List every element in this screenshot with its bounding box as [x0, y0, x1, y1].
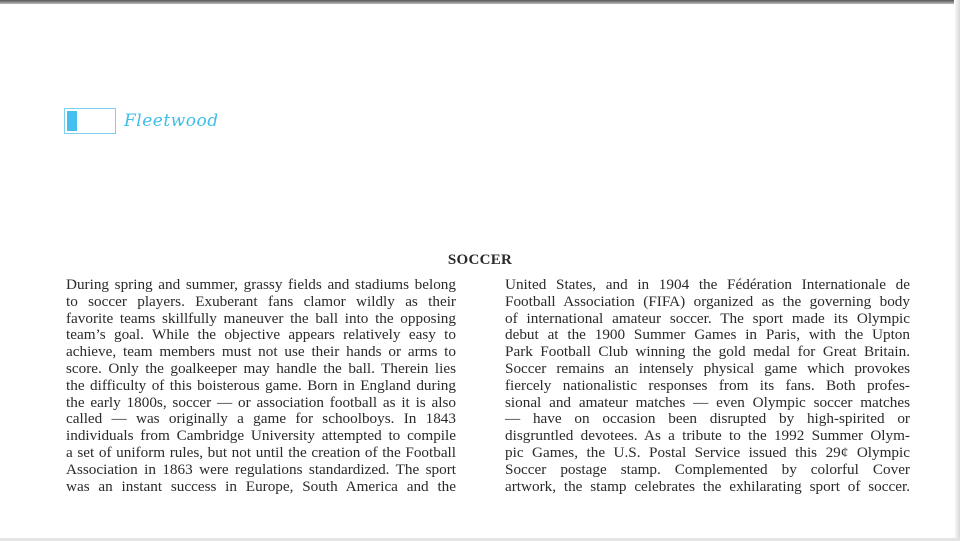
logo-wordmark: Fleetwood — [124, 111, 219, 131]
text-line: called — was originally a game for schoolboys. In 1843 — [66, 410, 456, 428]
page-title: SOCCER — [447, 252, 513, 268]
text-line: — have on occasion been disrupted by high-spirited or — [505, 410, 910, 428]
fleetwood-logo — [64, 108, 219, 134]
text-line: pic Games, the U.S. Postal Service issued this 29¢ Olympic — [505, 443, 910, 461]
text-line: of international amateur soccer. The sport made its Olympic — [505, 309, 910, 327]
text-line: artwork, the stamp celebrates the exhilarating sport of soccer. — [505, 477, 910, 495]
text-line: disgruntled devotees. As a tribute to the 1992 Summer Olym- — [505, 427, 910, 445]
right-column-text — [505, 277, 910, 495]
text-line: During spring and summer, grassy fields and stadiums belong — [66, 276, 456, 293]
left-column-text — [66, 277, 456, 495]
text-line: Association in 1863 were regulations standardized. The sport — [66, 460, 456, 478]
text-line: Football Association (FIFA) organized as the governing body — [505, 292, 910, 310]
text-line: the difficulty of this boisterous game. Born in England during — [66, 376, 456, 394]
logo-box-icon — [64, 108, 116, 134]
text-line: Soccer remains an intensely physical game which provokes — [505, 359, 910, 377]
text-line: score. Only the goalkeeper may handle the ball. Therein lies — [66, 359, 456, 377]
text-line: United States, and in 1904 the Fédération Internationale de — [505, 276, 910, 293]
text-line: to soccer players. Exuberant fans clamor wildly as their — [66, 292, 456, 310]
text-line: a set of uniform rules, but not until the creation of the Football — [66, 443, 456, 461]
text-line: Park Football Club winning the gold medal for Great Britain. — [505, 343, 910, 361]
scan-right-edge — [954, 0, 960, 541]
text-line: the early 1800s, soccer — or association football as it is also — [66, 393, 456, 411]
text-line: achieve, team members must not use their hands or arms to — [66, 343, 456, 361]
scan-top-edge — [0, 0, 960, 4]
text-line: favorite teams skillfully maneuver the ball into the opposing — [66, 309, 456, 327]
text-line: debut at the 1900 Summer Games in Paris, with the Upton — [505, 326, 910, 344]
text-line: sional and amateur matches — even Olympic soccer matches — [505, 393, 910, 411]
text-line: fiercely nationalistic responses from its fans. Both profes- — [505, 376, 910, 394]
text-line: Soccer postage stamp. Complemented by colorful Cover — [505, 460, 910, 478]
text-line: team’s goal. While the objective appears relatively easy to — [66, 326, 456, 344]
text-line: individuals from Cambridge University attempted to compile — [66, 427, 456, 445]
text-line: was an instant success in Europe, South America and the — [66, 477, 456, 495]
